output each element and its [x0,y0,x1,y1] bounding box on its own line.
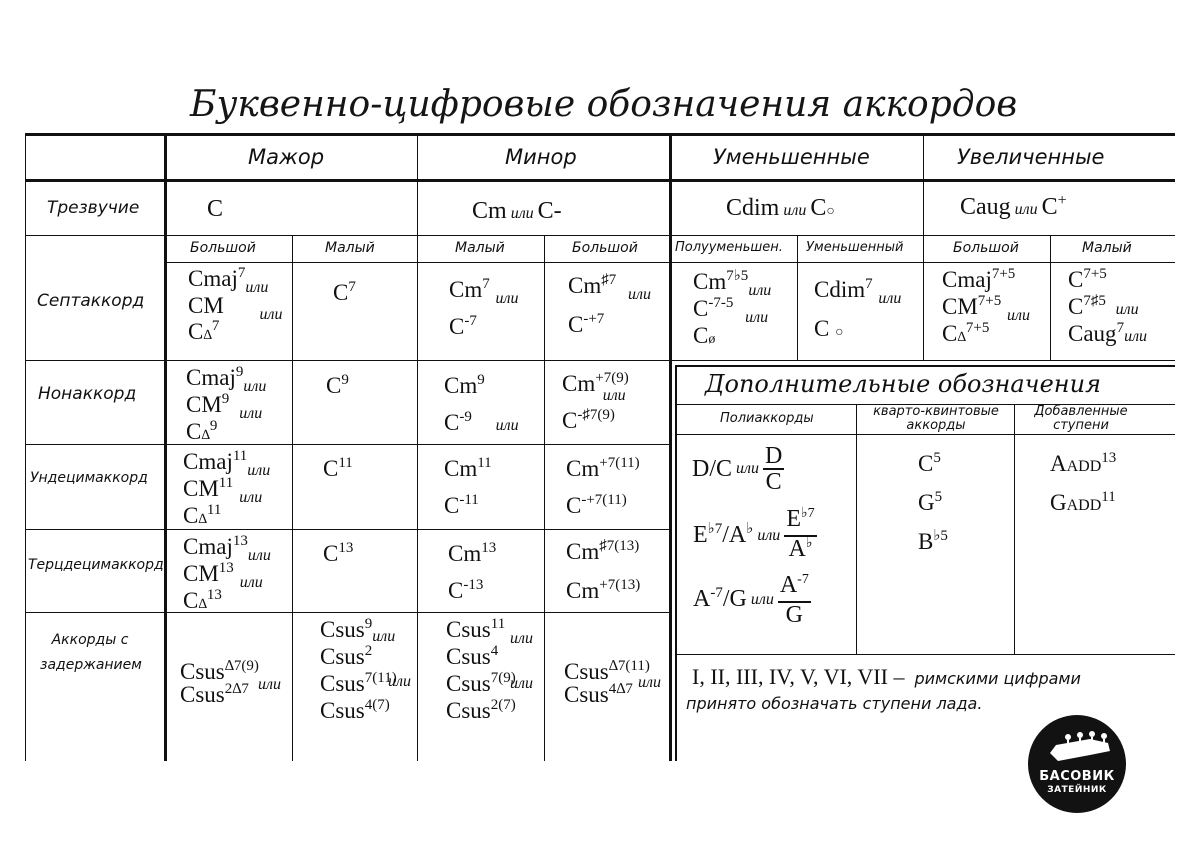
seventh-half-diminished: $Cm^{7♭5}_{или}$ $C^{-7-5}$ $_{или}$ Cø [693,268,772,348]
ninth-major-small: $C^9$ [326,372,349,398]
row-label-triad: Трезвучие [47,198,140,218]
suspended-major-small: Csus$^9$или Csus$^2$ Csus$^{7(11)}$ Csus$^{4(7)}$ или [320,616,411,723]
triad-minor: Cm или C- [472,198,562,224]
seventh-major-small: $C^7$ [333,279,356,305]
eleventh-minor-big: $Cm^{+7(11)}$ $C^{-+7(11)}$ [566,455,640,518]
additional-title: Дополнительные обозначения [705,370,1101,398]
row-label-ninth: Нонаккорд [38,384,137,404]
header-major: Мажор [248,145,325,169]
row-label-thirteenth: Терцдецимаккорд [28,557,164,573]
suspended-minor-big: Csus$^{\Delta 7(11)}$ Csus$^{4\Delta 7}$ или [564,658,661,707]
seventh-major-big: Cmaj$^7_{или}$ CM $_{или}$ C∆$^7$ [188,265,283,344]
roman-note-2: принято обозначать ступени лада. [686,694,983,713]
page-title: Буквенно-цифровые обозначения аккордов [190,84,1018,125]
ninth-major-big: Cmaj$^9_{или}$ $CM^9_{или}$ C∆$^9$ [186,364,267,444]
subheader-dim: Уменьшенный [806,240,904,255]
suspended-minor-small: Csus$^{11}$ Csus$^4$ Csus$^{7(9)}$ Csus$^{2(7)}$ или или [446,616,533,723]
header-augmented: Увеличенные [957,145,1105,169]
bass-headstock-icon [1028,715,1126,813]
seventh-aug-small: $C^{7+5}$ $C^{7♯5}$ или Caug$^7$или [1068,266,1148,346]
seventh-diminished: Cdim$^7$ $_{или}$ C ○ [814,276,902,341]
triad-augmented: Caug или C+ [960,192,1067,220]
subheader-half-dim: Полууменьшен. [675,240,783,255]
subheader-minor-small: Малый [455,240,505,256]
logo: БАСОВИК ЗАТЕЙНИК [1028,715,1126,813]
subheader-aug-small: Малый [1082,240,1132,256]
suspended-major-big: Csus$^{\Delta 7(9)}$ Csus$^{2\Delta 7}$ или [180,658,281,707]
subheader-major-big: Большой [190,240,256,256]
polychord-dc: D/C или $\frac{D}{C}$ [692,443,783,495]
polychords-header: Полиаккорды [720,411,814,426]
subheader-aug-big: Большой [953,240,1019,256]
thirteenth-major-big: Cmaj$^{13}_{или}$ $CM^{13}_{или}$ C∆$^{13}$ [183,533,271,613]
triad-diminished: Cdim или C○ [726,195,835,221]
header-minor: Минор [505,145,577,169]
seventh-minor-big: $Cm^{♯7}$ $_{или}$ $C^{-+7}$ [568,272,651,337]
ninth-minor-big: $Cm^{+7(9)}_{или}$ $C^{-♯7(9)}$ [562,370,629,433]
quartal-chords: $C^5$ $G^5$ $B^{♭5}$ [918,450,948,554]
eleventh-major-big: Cmaj$^{11}_{или}$ $CM^{11}_{или}$ C∆$^{11}$ [183,448,271,528]
row-label-seventh: Септаккорд [37,291,145,311]
polychord-eb7-ab: $E^{♭7}/A^♭$ или $\frac{E^{♭7}}{A^♭}$ [693,506,815,562]
row-label-suspended: Аккорды с задержанием [40,632,142,673]
eleventh-minor-small: Cm$^{11}$ $C^{-11}$ [444,455,492,518]
row-label-eleventh: Ундецимаккорд [30,470,148,486]
thirteenth-major-small: $C^{13}$ [323,540,354,566]
roman-note: I, II, III, IV, V, VI, VII – римскими цифрами [692,664,1081,689]
polychord-a7-g: $A^{-7}/G$ или $\frac{A^{-7}}{G}$ [693,572,809,628]
thirteenth-minor-small: Cm$^{13}$ $C^{-13}$ [448,540,497,603]
quartal-header: кварто-квинтовые аккорды [873,404,999,433]
triad-major: C [207,196,224,222]
seventh-aug-big: Cmaj$^{7+5}$ $CM^{7+5}$ $_{или}$ C∆$^{7+5}$ [942,266,1030,346]
seventh-minor-small: Cm$^7$ $_{или}$ $C^{-7}$ [449,276,519,339]
added-chords: AADD$^{13}$ GADD$^{11}$ [1050,450,1117,515]
ninth-minor-small: Cm$^9$ $C^{-9}$ или [444,372,519,435]
added-header: Добавленные ступени [1034,404,1128,433]
eleventh-major-small: $C^{11}$ [323,455,353,481]
subheader-minor-big: Большой [572,240,638,256]
subheader-major-small: Малый [325,240,375,256]
thirteenth-minor-big: $Cm^{♯7(13)}$ $Cm^{+7(13)}$ [566,538,641,603]
header-diminished: Уменьшенные [713,145,870,169]
